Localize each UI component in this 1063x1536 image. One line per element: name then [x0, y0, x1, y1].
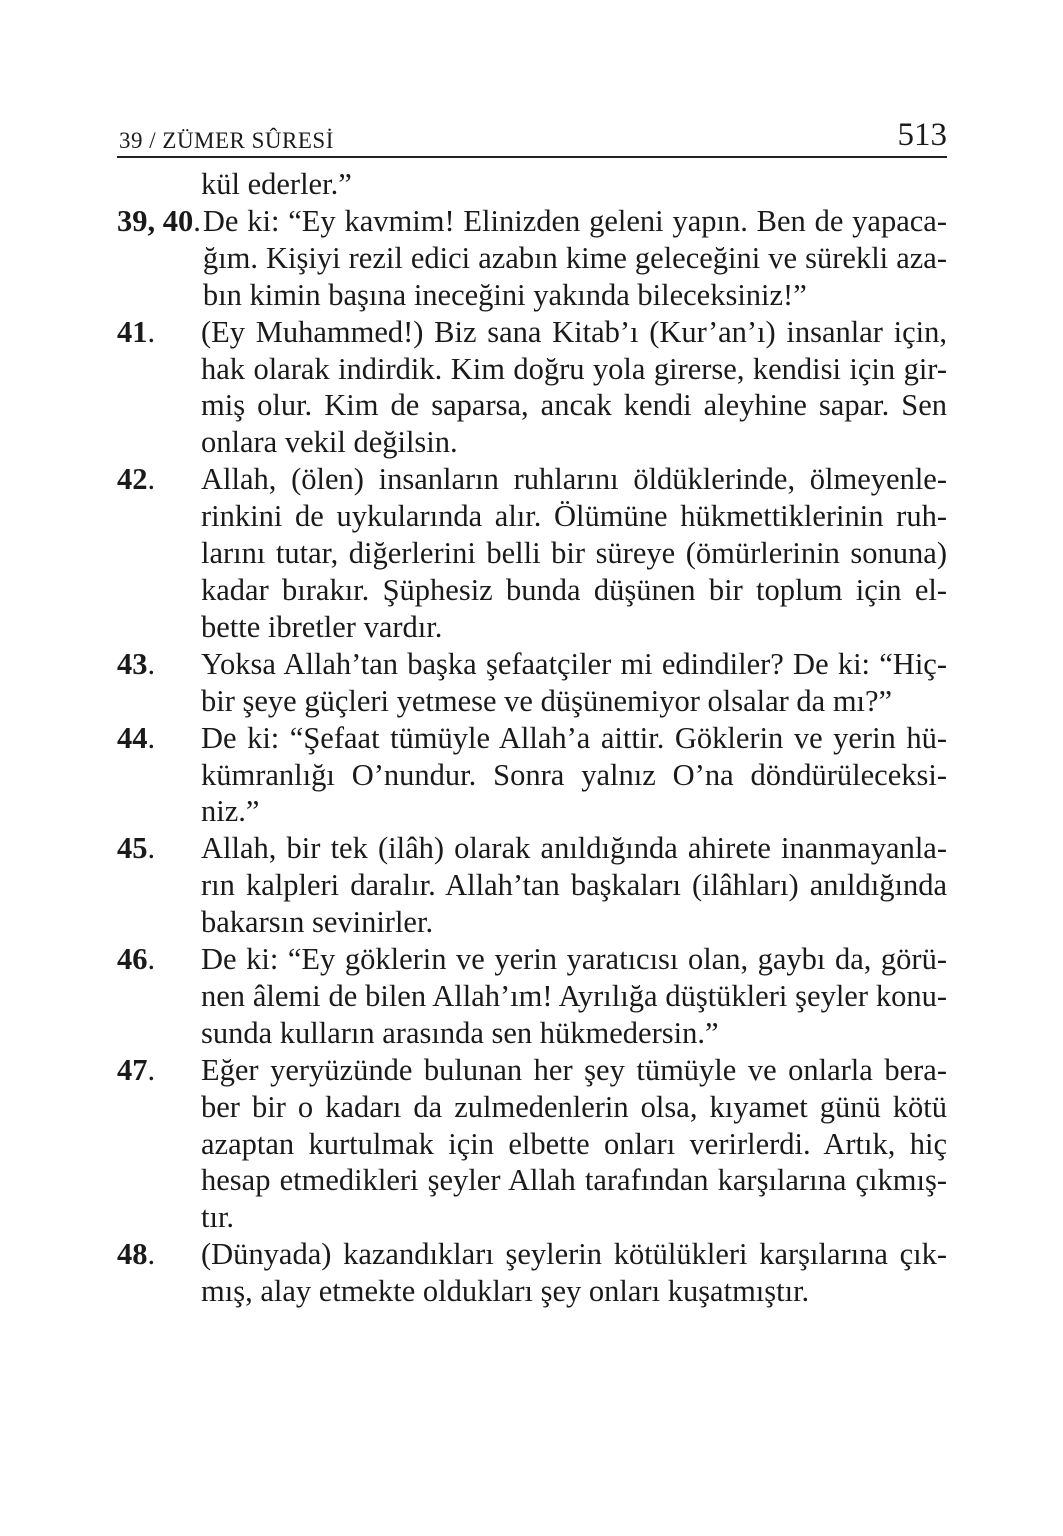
verse-number-value: 48 — [117, 1237, 148, 1272]
verse-line: De ki: “Ey kavmim! Elinizden geleni yapın. Ben de yapaca- — [202, 203, 947, 238]
verse-line: De ki: “Şefaat tümüyle Allah’a aittir. Göklerin ve yerin hü- — [201, 720, 947, 755]
running-head: 39 / ZÜMER SÛRESİ — [119, 128, 334, 153]
verse-line: bakarsın sevinirler. — [201, 905, 434, 940]
verse — [117, 461, 947, 646]
verse-text — [201, 720, 947, 831]
verse-number-value: 41 — [117, 314, 148, 349]
verse-number-period: . — [147, 831, 156, 866]
verse-line: bın kimin başına ineceğini yakında bileceksiniz!” — [202, 277, 807, 312]
verse-line: sunda kulların arasında sen hükmedersin.” — [201, 1015, 719, 1050]
verse-text — [203, 203, 947, 314]
verse-number — [117, 646, 201, 720]
verse-number — [117, 830, 201, 941]
verse-line: rın kalpleri daralır. Allah’tan başkaları (ilâhları) anıldığında — [201, 868, 947, 903]
verse-text — [201, 314, 947, 462]
verse-number-period: . — [147, 1052, 156, 1087]
verse — [117, 314, 947, 462]
verse-line: onlara vekil değilsin. — [201, 425, 458, 460]
verse-number-period: . — [147, 314, 156, 349]
verse — [117, 1052, 947, 1237]
verse-line: hak olarak indirdik. Kim doğru yola girerse, kendisi için gir- — [201, 351, 947, 386]
verse-number-value: 47 — [117, 1052, 148, 1087]
verse-number-value: 46 — [117, 942, 148, 977]
verse-line: (Ey Muhammed!) Biz sana Kitab’ı (Kur’an’ı) insanlar için, — [201, 314, 947, 349]
verse-text — [201, 461, 947, 646]
verse-line: niz.” — [201, 794, 260, 829]
verse-number-value: 39, 40 — [117, 203, 194, 238]
verse-line: De ki: “Ey göklerin ve yerin yaratıcısı olan, gaybı da, görü- — [201, 942, 947, 977]
verse-number-period: . — [147, 720, 156, 755]
page — [117, 112, 947, 1310]
verse-number — [117, 314, 201, 462]
verse-line: azaptan kurtulmak için elbette onları verirlerdi. Artık, hiç — [201, 1126, 947, 1161]
verse-text — [201, 1052, 947, 1237]
verse-number-period: . — [147, 646, 156, 681]
verse-line: kadar bırakır. Şüphesiz bunda düşünen bir toplum için el- — [201, 572, 947, 607]
verse-number-period: . — [147, 1237, 156, 1272]
verse-line: ber bir o kadarı da zulmedenlerin olsa, kıyamet günü kötü — [201, 1089, 947, 1124]
verse-number — [117, 941, 201, 1052]
verse-text — [201, 941, 947, 1052]
verse-number-value: 42 — [117, 462, 148, 497]
verse-number-value: 44 — [117, 720, 148, 755]
verse — [117, 646, 947, 720]
verse — [117, 1236, 947, 1310]
page-header — [117, 112, 947, 158]
verse-line: kümranlığı O’nundur. Sonra yalnız O’na döndürüleceksi- — [201, 757, 947, 792]
page-number: 513 — [897, 117, 947, 153]
verse-list — [117, 203, 947, 1310]
verse-line: Yoksa Allah’tan başka şefaatçiler mi edindiler? De ki: “Hiç- — [201, 646, 947, 681]
verse-line: bir şeye güçleri yetmese ve düşünemiyor olsalar da mı?” — [201, 683, 893, 718]
verse-number-period: . — [193, 203, 201, 238]
page-body — [117, 166, 947, 1310]
verse-number — [117, 720, 201, 831]
verse-text — [201, 830, 947, 941]
verse-number-value: 43 — [117, 646, 148, 681]
verse-line: miş olur. Kim de saparsa, ancak kendi aleyhine sapar. Sen — [201, 388, 947, 423]
verse-number — [117, 203, 201, 314]
continuation-text: kül ederler.” — [201, 167, 352, 201]
verse-line: larını tutar, diğerlerini belli bir süreye (ömürlerinin sonuna) — [201, 536, 947, 571]
verse-line: tır. — [201, 1200, 235, 1235]
verse-line: (Dünyada) kazandıkları şeylerin kötülükleri karşılarına çık- — [201, 1237, 947, 1272]
verse — [117, 203, 947, 314]
verse-line: mış, alay etmekte oldukları şey onları kuşatmıştır. — [201, 1274, 810, 1309]
verse-line: bette ibretler vardır. — [201, 609, 443, 644]
verse-line: Allah, bir tek (ilâh) olarak anıldığında ahirete inanmayanla- — [201, 831, 947, 866]
verse — [117, 720, 947, 831]
verse-line: ğım. Kişiyi rezil edici azabın kime geleceğini ve sürekli aza- — [202, 240, 947, 275]
verse-number — [117, 461, 201, 646]
verse-line: Eğer yeryüzünde bulunan her şey tümüyle ve onlarla bera- — [201, 1052, 947, 1087]
verse-line: rinkini de uykularında alır. Ölümüne hükmettiklerinin ruh- — [201, 499, 947, 534]
verse-number-value: 45 — [117, 831, 148, 866]
verse-line: nen âlemi de bilen Allah’ım! Ayrılığa düştükleri şeyler konu- — [201, 978, 947, 1013]
verse-number-period: . — [147, 462, 156, 497]
verse-number — [117, 1236, 201, 1310]
verse-text — [201, 1236, 947, 1310]
verse — [117, 830, 947, 941]
verse-number-period: . — [147, 942, 156, 977]
verse-line: Allah, (ölen) insanların ruhlarını öldüklerinde, ölmeyenle- — [201, 462, 947, 497]
verse-line: hesap etmedikleri şeyler Allah tarafından karşılarına çıkmış- — [201, 1163, 947, 1198]
verse — [117, 941, 947, 1052]
verse-number — [117, 1052, 201, 1237]
verse-text — [201, 646, 947, 720]
